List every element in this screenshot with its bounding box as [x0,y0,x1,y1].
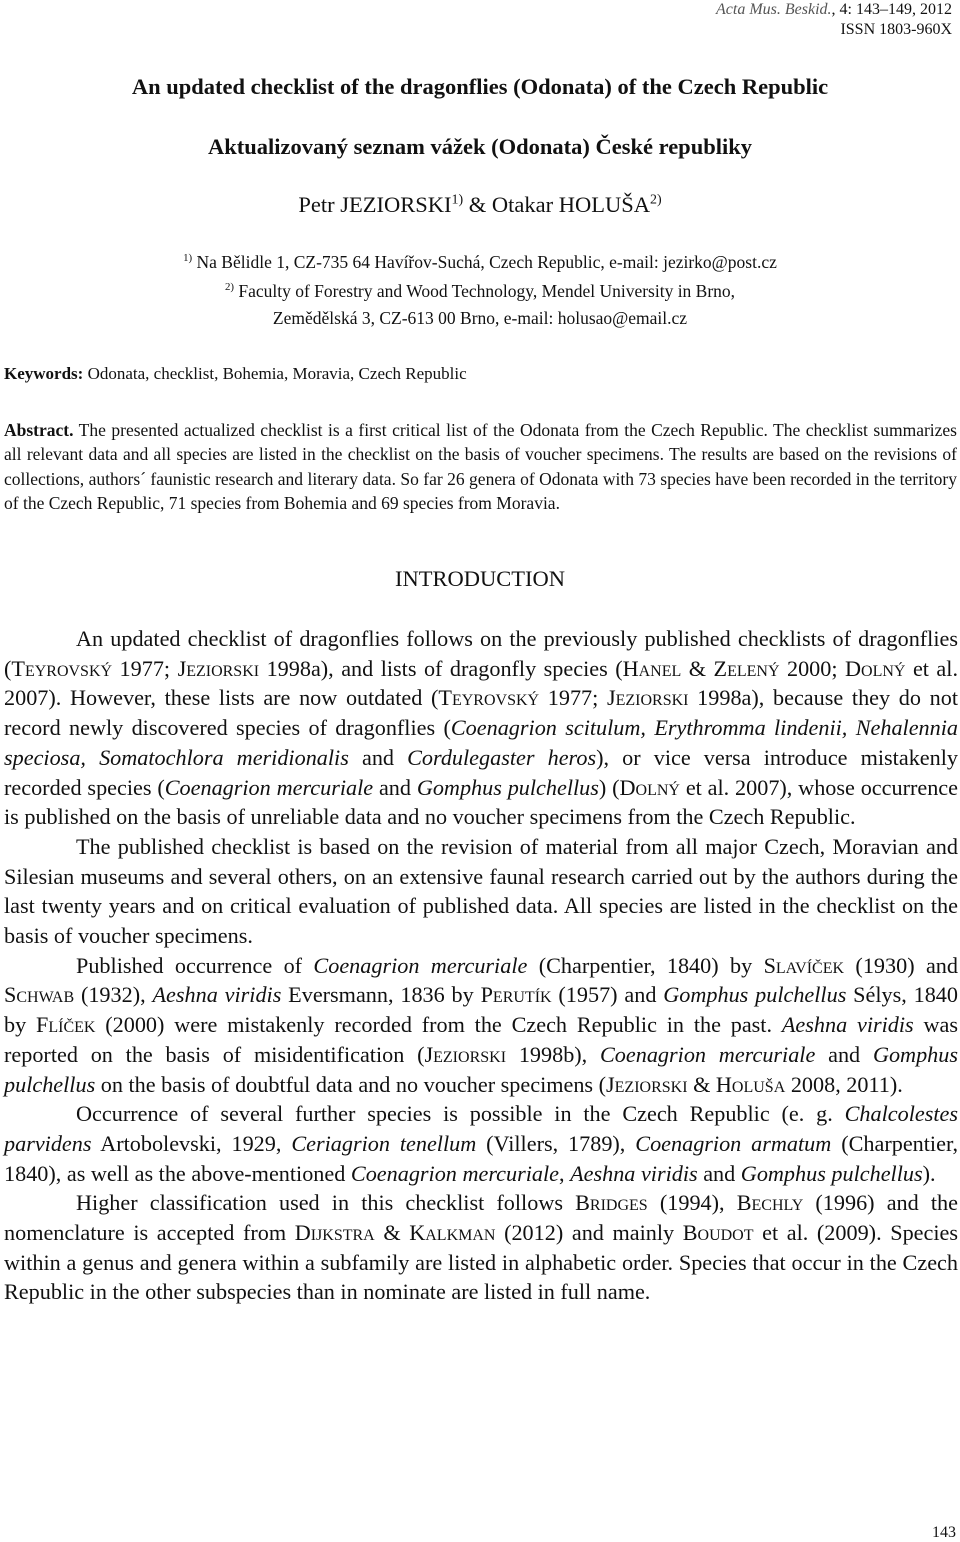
intro-paragraph-4: Occurrence of several further species is possible in the Czech Republic (e. g. Chalcolestes parvidens Artobolevski, 1929, Ceriagrion tenellum (Villers, 1789), Coenagrion armatum (Charpentier, 1840), as well as the above-mentioned Coenagrion mercuriale, Aeshna viridis and Gomphus pulchellus). [4,1101,958,1186]
affiliation-1 [0,252,960,273]
paper-title-en: An updated checklist of the dragonflies (Odonata) of the Czech Republic [131,74,829,99]
journal-name: Acta Mus. Beskid. [716,1,832,18]
affiliation-2-line-1: Faculty of Forestry and Wood Technology, Mendel University in Brno, [233,281,736,301]
abstract [4,418,957,515]
intro-paragraph-5: Higher classification used in this checklist follows Bridges (1994), Bechly (1996) and the nomenclature is accepted from Dijkstra & Kalkman (2012) and mainly Boudot et al. (2009). Species within a genus and genera within a subfamily are listed in alphabetic order. Species that occur in the Czech Republic in the other subspecies than in nominate are listed in full name. [4,1190,958,1305]
paper-title-cz: Aktualizovaný seznam vážek (Odonata) České republiky [208,134,752,159]
keywords-text: Odonata, checklist, Bohemia, Moravia, Czech Republic [83,364,467,383]
author-2: Otakar HOLUŠA [491,192,650,217]
author-1-mark: 1) [451,192,464,208]
issn: ISSN 1803-960X [840,21,952,38]
page-number: 143 [932,1524,956,1541]
affiliation-2-mark: 2) [224,281,234,294]
affiliation-1-mark: 1) [183,252,193,265]
abstract-label: Abstract. [4,420,74,440]
author-amp: & [463,192,492,217]
journal-header [716,0,952,40]
abstract-text: The presented actualized checklist is a first critical list of the Odonata from the Czech Republic. The checklist summarizes all relevant data and all species are listed in the checklist on the basis of voucher specimens. The results are based on the revisions of collections, authors´ faunistic research and literary data. So far 26 genera of Odonata with 73 species have been recorded in the territory of the Czech Republic, 71 species from Bohemia and 69 species from Moravia. [4,420,957,513]
author-2-mark: 2) [649,192,662,208]
affiliation-1-text: Na Bělidle 1, CZ-735 64 Havířov-Suchá, Czech Republic, e-mail: jezirko@post.cz [192,252,777,272]
affiliation-2 [0,281,960,302]
authors [0,192,960,218]
section-heading-introduction: INTRODUCTION [395,566,565,591]
intro-paragraph-1: An updated checklist of dragonflies follows on the previously published checklists of dragonflies (Teyrovský 1977; Jeziorski 1998a), and lists of dragonfly species (Hanel & Zelený 2000; Dolný et al. 2007). However, these lists are now outdated (Teyrovský 1977; Jeziorski 1998a), because they do not record newly discovered species of dragonflies (Coenagrion scitulum, Erythromma lindenii, Nehalennia speciosa, Somatochlora meridionalis and Cordulegaster heros), or vice versa introduce mistakenly recorded species (Coenagrion mercuriale and Gomphus pulchellus) (Dolný et al. 2007), whose occurrence is published on the basis of unreliable data and no voucher specimens from the Czech Republic. [4,626,959,830]
intro-paragraph-2: The published checklist is based on the revision of material from all major Czech, Moravian and Silesian museums and several others, on an extensive faunal research carried out by the authors during the last twenty years and on critical evaluation of published data. All species are listed in the checklist on the basis of voucher specimens. [4,833,958,949]
intro-paragraph-3: Published occurrence of Coenagrion mercuriale (Charpentier, 1840) by Slavíček (1930) and Schwab (1932), Aeshna viridis Eversmann, 1836 by Perutík (1957) and Gomphus pulchellus Sélys, 1840 by Flíček (2000) were mistakenly recorded from the Czech Republic in the past. Aeshna viridis was reported on the basis of misidentification (Jeziorski 1998b), Coenagrion mercuriale and Gomphus pulchellus on the basis of doubtful data and no voucher specimens (Jeziorski & Holuša 2008, 2011). [4,952,959,1097]
introduction-body [4,624,958,1307]
keywords-label: Keywords: [4,364,84,383]
keywords [4,364,467,384]
affiliation-2-line-2: Zemědělská 3, CZ-613 00 Brno, e-mail: holusao@email.cz [272,308,688,328]
author-1: Petr JEZIORSKI [298,192,452,217]
journal-volume: , 4: 143–149, 2012 [831,1,952,18]
